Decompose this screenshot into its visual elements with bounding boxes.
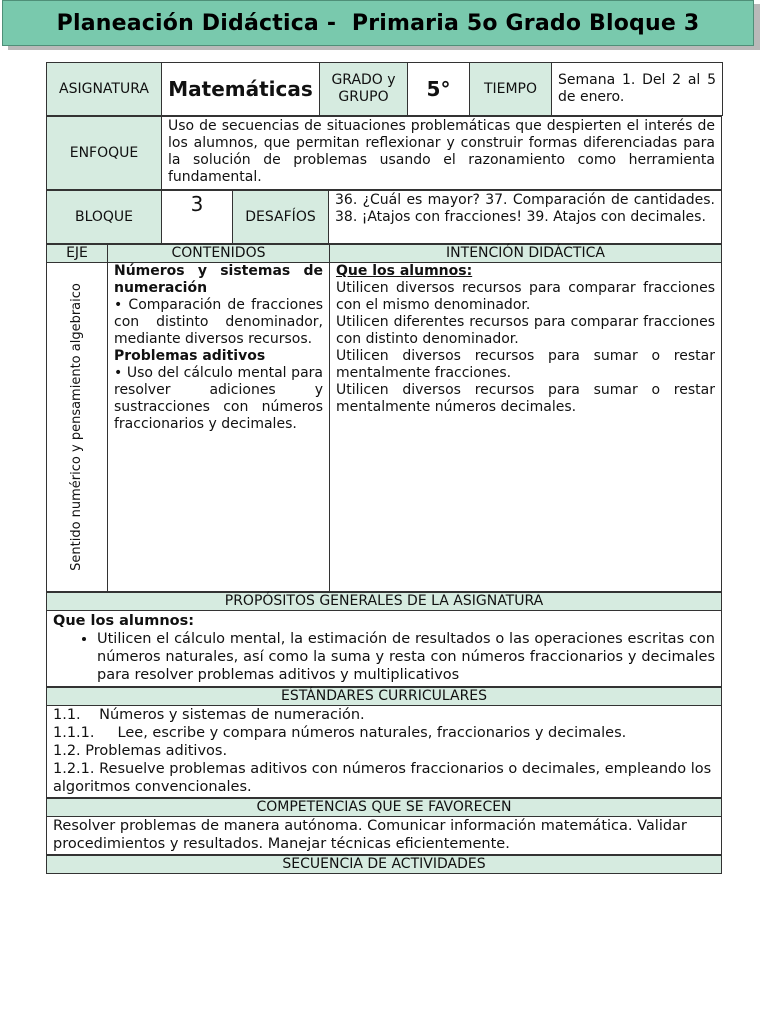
secuencia-title: SECUENCIA DE ACTIVIDADES — [47, 856, 722, 874]
intencion-line: Utilicen diferentes recursos para comparar fracciones con distinto denominador. — [336, 314, 715, 347]
desafios-label: DESAFÍOS — [233, 191, 329, 244]
secuencia-table — [46, 855, 722, 874]
header-table — [46, 62, 723, 116]
title-banner — [2, 0, 754, 46]
competencias-title: COMPETENCIAS QUE SE FAVORECEN — [47, 799, 722, 817]
contenidos-cell — [108, 263, 330, 592]
intencion-line: Utilicen diversos recursos para comparar fracciones con el mismo denominador. — [336, 280, 715, 313]
tiempo-value: Semana 1. Del 2 al 5 de enero. — [552, 63, 723, 116]
bloque-value: 3 — [162, 191, 233, 244]
asignatura-label: ASIGNATURA — [47, 63, 162, 116]
propositos-title: PROPÓSITOS GENERALES DE LA ASIGNATURA — [47, 593, 722, 611]
estandares-cell — [47, 706, 722, 798]
estandares-line: 1.2. Problemas aditivos. — [53, 743, 228, 759]
propositos-bullet: • Utilicen el cálculo mental, la estimación de resultados o las operaciones escritas con números naturales, así como la suma y resta con números fraccionarios y decimales para resolver problemas aditivos y multiplicativos — [97, 630, 715, 684]
contenidos-item-1: • Comparación de fracciones con distinto denominador, mediante diversos recursos. — [114, 297, 323, 347]
bloque-table — [46, 190, 722, 244]
competencias-text: Resolver problemas de manera autónoma. Comunicar información matemática. Validar procedimientos y resultados. Manejar técnicas eficientemente. — [47, 817, 722, 855]
contenidos-heading-2: Problemas aditivos — [114, 348, 266, 364]
grado-value: 5° — [408, 63, 470, 116]
enfoque-label: ENFOQUE — [47, 117, 162, 190]
competencias-table — [46, 798, 722, 855]
tiempo-label: TIEMPO — [470, 63, 552, 116]
eje-header: EJE — [47, 245, 108, 263]
asignatura-value: Matemáticas — [162, 63, 320, 116]
estandares-line: 1.1. Números y sistemas de numeración. — [53, 707, 365, 723]
intencion-line: Utilicen diversos recursos para sumar o restar mentalmente números decimales. — [336, 382, 715, 415]
intencion-heading: Que los alumnos: — [336, 263, 473, 279]
intencion-header: INTENCIÓN DIDÁCTICA — [330, 245, 722, 263]
estandares-line: 1.2.1. Resuelve problemas aditivos con números fraccionarios o decimales, empleando los algoritmos convencionales. — [53, 761, 716, 795]
eje-cell — [47, 263, 108, 592]
estandares-line: 1.1.1. Lee, escribe y compara números naturales, fraccionarios y decimales. — [53, 725, 627, 741]
propositos-heading: Que los alumnos: — [53, 613, 195, 629]
estandares-table — [46, 687, 722, 798]
eje-text: Sentido numérico y pensamiento algebraico — [69, 283, 84, 571]
contenidos-item-2: • Uso del cálculo mental para resolver adiciones y sustracciones con números fraccionarios y decimales. — [114, 365, 323, 432]
grado-label: GRADO y GRUPO — [320, 63, 408, 116]
planning-document — [46, 62, 722, 874]
bloque-label: BLOQUE — [47, 191, 162, 244]
page-title: Planeación Didáctica - Primaria 5o Grado Bloque 3 — [56, 10, 700, 36]
propositos-cell — [47, 611, 722, 687]
intencion-line: Utilicen diversos recursos para sumar o restar mentalmente fracciones. — [336, 348, 715, 381]
intencion-cell — [330, 263, 722, 592]
contenidos-table — [46, 244, 722, 592]
estandares-title: ESTÁNDARES CURRICULARES — [47, 688, 722, 706]
desafios-text: 36. ¿Cuál es mayor? 37. Comparación de cantidades. 38. ¡Atajos con fracciones! 39. Atajos con decimales. — [329, 191, 722, 244]
contenidos-heading-1: Números y sistemas de numeración — [114, 263, 323, 296]
enfoque-table — [46, 116, 722, 190]
enfoque-text: Uso de secuencias de situaciones problemáticas que despierten el interés de los alumnos, que permitan reflexionar y construir formas diferenciadas para la solución de problemas usando el razonamiento como herramienta fundamental. — [162, 117, 722, 190]
propositos-table — [46, 592, 722, 687]
contenidos-header: CONTENIDOS — [108, 245, 330, 263]
